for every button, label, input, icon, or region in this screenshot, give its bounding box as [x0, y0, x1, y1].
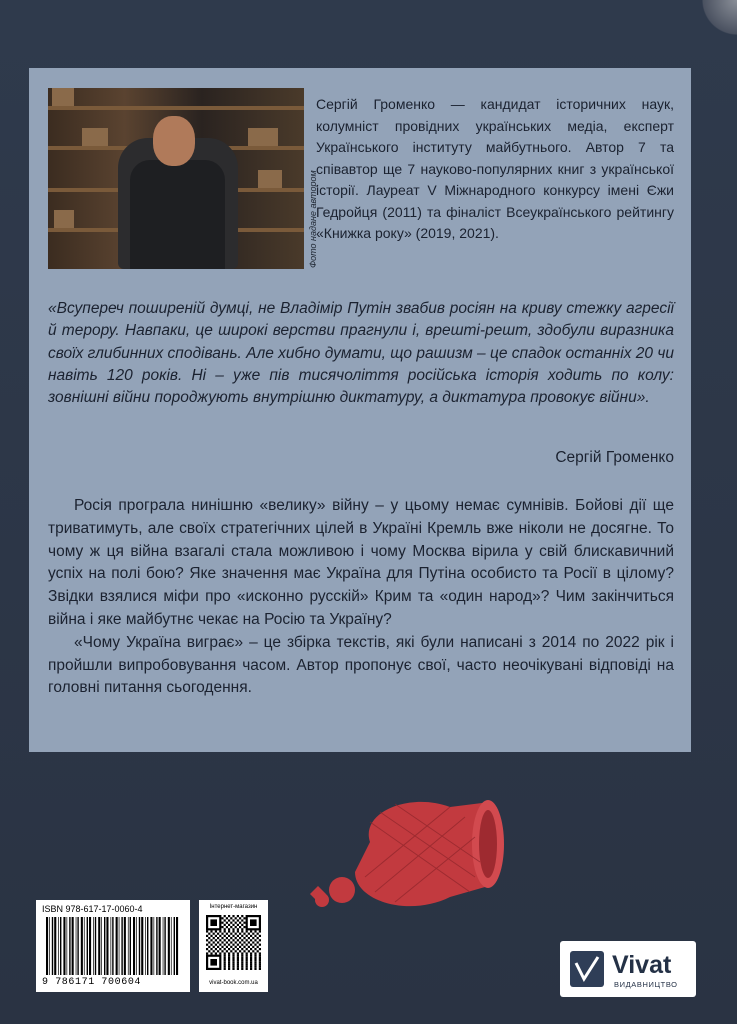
cover-corner-decoration [697, 0, 737, 40]
description-paragraph-2: «Чому Україна виграє» – це збірка текстів, які були написані з 2014 по 2022 рік і пройшли випробовування часом. Автор пропонує свої, часто неочікувані відповіді на головні питання сьогодення. [48, 633, 674, 697]
barcode [44, 917, 184, 975]
publisher-logo [560, 941, 696, 997]
author-photo [48, 88, 304, 269]
author-bio: Сергій Громенко — кандидат історичних наук, колумніст провідних українських медіа, експерт Українського інституту майбутнього. Автор 7 та співавтор ще 7 науково-популярних книг з української історії. Лауреат V Міжнародного конкурсу імені Єжи Гедройця (2011) та фіналіст Всеукраїнського рейтингу «Книжка року» (2019, 2021). [316, 96, 674, 241]
red-vessel-ornament [300, 782, 510, 922]
isbn-label: ISBN 978-617-17-0060-4 [42, 904, 143, 914]
isbn-digits: 9 786171 700604 [42, 977, 142, 988]
qr-code-box [199, 900, 268, 992]
qr-top-label: Інтернет-магазин [209, 904, 258, 910]
publisher-mark-icon [570, 951, 604, 987]
author-quote: «Всупереч поширеній думці, не Владімір Путін звабив росіян на криву стежку агресії й терору. Навпаки, це широкі верстви прагнули і, врешті-решт, здобули виразника своїх глибинних сподівань. Але хибно думати, що рашизм – це спадок останніх 20 чи навіть 120 років. Ні – уже пів тисячоліття російська історія ходить по колу: зовнішні війни породжують внутрішню диктатуру, а диктатура провокує війни». [48, 300, 674, 407]
publisher-name: Vivat [612, 951, 672, 979]
qr-code [206, 915, 261, 970]
author-figure [130, 160, 225, 269]
quote-author: Сергій Громенко [555, 449, 674, 466]
isbn-barcode-box [36, 900, 190, 992]
author-head [153, 116, 195, 166]
book-description [48, 495, 674, 700]
photo-credit: Фото надане автором [308, 170, 318, 268]
description-paragraph-1: Росія програла нинішню «велику» війну – у цьому немає сумнівів. Бойові дії ще триватимуть, але своїх стратегічних цілей в Україні Кремль вже ніколи не досягне. То чому ж ця війна взагалі стала можливою і чому Москва вірила у свій блискавичний успіх на полі бою? Яке значення має Україна для Путіна особисто та Росії в цілому? Звідки взялися міфи про «исконно русскій» Крим та «один народ»? Чим закінчиться війна і яке майбутнє чекає на Росію та Україну? [48, 497, 674, 628]
qr-bottom-label: vivat-book.com.ua [209, 980, 258, 986]
publisher-subtitle: ВИДАВНИЦТВО [614, 980, 678, 989]
